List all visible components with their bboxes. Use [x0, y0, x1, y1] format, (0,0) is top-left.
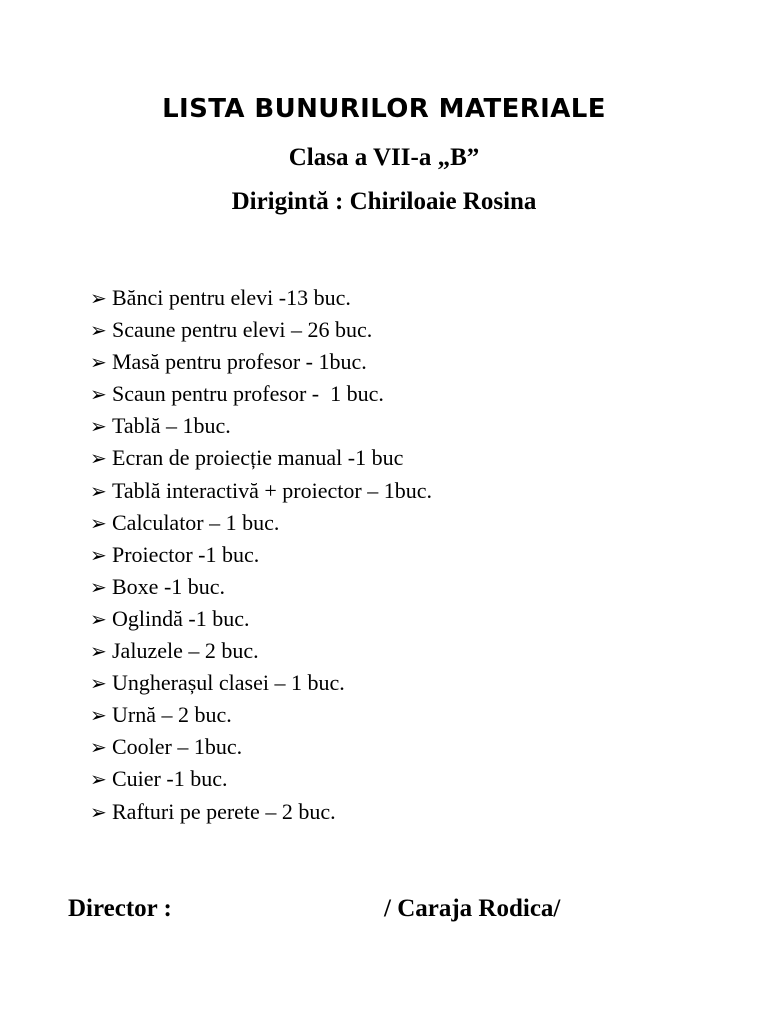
list-item-text: Cooler – 1buc. [112, 734, 243, 760]
list-item [90, 539, 432, 571]
list-item [90, 314, 432, 346]
arrow-bullet-icon: ➢ [90, 671, 107, 696]
arrow-bullet-icon: ➢ [90, 446, 107, 471]
list-item-text: Scaun pentru profesor - 1 buc. [112, 381, 384, 407]
list-item [90, 603, 432, 635]
list-item [90, 346, 432, 378]
list-item [90, 699, 432, 731]
list-item [90, 796, 432, 828]
arrow-bullet-icon: ➢ [90, 639, 107, 664]
arrow-bullet-icon: ➢ [90, 478, 107, 503]
list-item-text: Oglindă -1 buc. [112, 605, 250, 631]
list-item-text: Ungherașul clasei – 1 buc. [112, 670, 345, 696]
list-item [90, 475, 432, 507]
teacher-line: Dirigintă : Chiriloaie Rosina [231, 188, 537, 215]
arrow-bullet-icon: ➢ [90, 574, 107, 599]
arrow-bullet-icon: ➢ [90, 414, 107, 439]
document-title: LISTA BUNURILOR MATERIALE [162, 94, 606, 124]
arrow-bullet-icon: ➢ [90, 799, 107, 824]
director-label: Director : [68, 895, 172, 922]
list-item [90, 571, 432, 603]
list-item-text: Bănci pentru elevi -13 buc. [112, 285, 351, 310]
list-item-text: Proiector -1 buc. [112, 541, 260, 567]
arrow-bullet-icon: ➢ [90, 286, 107, 310]
list-item-text: Cuier -1 buc. [112, 766, 228, 792]
list-item [90, 282, 432, 314]
list-item-text: Tablă – 1buc. [112, 413, 231, 439]
arrow-bullet-icon: ➢ [90, 510, 107, 535]
list-item [90, 763, 432, 795]
arrow-bullet-icon: ➢ [90, 542, 107, 567]
list-item [90, 635, 432, 667]
list-item-text: Masă pentru profesor - 1buc. [112, 349, 367, 375]
list-item [90, 731, 432, 763]
arrow-bullet-icon: ➢ [90, 350, 107, 375]
list-item-text: Calculator – 1 buc. [112, 509, 280, 535]
list-item [90, 378, 432, 410]
arrow-bullet-icon: ➢ [90, 606, 107, 631]
director-name: / Caraja Rodica/ [384, 895, 561, 922]
list-item [90, 667, 432, 699]
list-item-text: Tablă interactivă + proiector – 1buc. [112, 477, 432, 503]
list-item [90, 410, 432, 442]
arrow-bullet-icon: ➢ [90, 318, 107, 343]
list-item [90, 442, 432, 474]
list-item-text: Scaune pentru elevi – 26 buc. [112, 317, 373, 343]
inventory-list [90, 282, 432, 828]
list-item-text: Urnă – 2 buc. [112, 702, 232, 728]
arrow-bullet-icon: ➢ [90, 767, 107, 792]
arrow-bullet-icon: ➢ [90, 735, 107, 760]
list-item-text: Rafturi pe perete – 2 buc. [112, 798, 336, 824]
arrow-bullet-icon: ➢ [90, 703, 107, 728]
list-item [90, 507, 432, 539]
list-item-text: Ecran de proiecție manual -1 buc [112, 445, 404, 471]
list-item-text: Boxe -1 buc. [112, 573, 226, 599]
arrow-bullet-icon: ➢ [90, 382, 107, 407]
list-item-text: Jaluzele – 2 buc. [112, 638, 259, 664]
class-line: Clasa a VII-a „B” [288, 144, 480, 171]
